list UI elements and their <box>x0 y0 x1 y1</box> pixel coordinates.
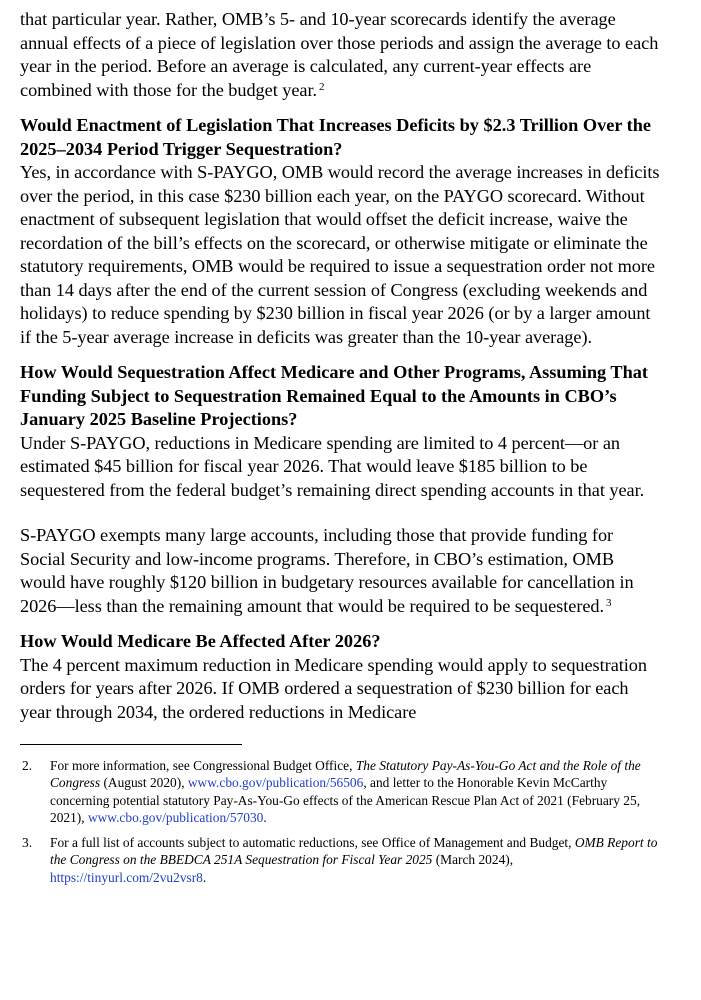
footnote-ref-3[interactable]: 3 <box>606 596 612 609</box>
document-page <box>20 8 660 894</box>
footnote-2 <box>20 757 660 826</box>
footnote-number: 2. <box>22 758 33 773</box>
footnote-3 <box>20 834 660 886</box>
link-publication-57030[interactable]: www.cbo.gov/publication/57030 <box>87 809 264 825</box>
heading-deficit-trigger: Would Enactment of Legislation That Increases Deficits by $2.3 Trillion Over the 2025–2034 Period Trigger Sequestration? <box>20 115 652 159</box>
link-tinyurl[interactable]: https://tinyurl.com/2vu2vsr8 <box>50 869 203 885</box>
heading-sequestration-effect: How Would Sequestration Affect Medicare and Other Programs, Assuming That Funding Subject to Sequestration Remained Equal to the Amounts in CBO’s January 2025 Baseline Projections? <box>20 362 649 429</box>
intro-text: that particular year. Rather, OMB’s 5- and 10-year scorecards identify the average annual effects of a piece of legislation over those periods and assign the average to each year in the period. Before an average is calculated, any current-year effects are combined with those for the budget year. <box>20 9 659 100</box>
paragraph-medicare-after-2026: The 4 percent maximum reduction in Medicare spending would apply to sequestration orders for years after 2026. If OMB ordered a sequestration of $230 billion for each year through 2034, the ordered reductions in Medicare <box>20 654 647 722</box>
link-publication-56506[interactable]: www.cbo.gov/publication/56506 <box>187 775 364 791</box>
footnote-text: For more information, see Congressional Budget Office, The Statutory Pay-As-You-Go Act and the Role of the Congress (August 2020), www.cbo.gov/publication/56506, and letter to the Honorable Kevin McCarthy concerning potential statutory Pay-As-You-Go effects of the American Rescue Plan Act of 2021 (February 25, 2021), www.cbo.gov/publication/57030. <box>50 758 641 825</box>
paragraph-deficit-trigger: Yes, in accordance with S-PAYGO, OMB would record the average increases in deficits over the period, in this case $230 billion each year, on the PAYGO scorecard. Without enactment of subsequent legislation that would offset the deficit increase, waive the recordation of the bill’s effects on the scorecard, or otherwise mitigate or eliminate the statutory requirements, OMB would be required to issue a sequestration order not more than 14 days after the end of the current session of Congress (excluding weekends and holidays) to reduce spending by $230 billion in fiscal year 2026 (or by a larger amount if the 5-year average increase in deficits was greater than the 10-year average). <box>20 162 660 347</box>
exemptions-text: S-PAYGO exempts many large accounts, including those that provide funding for Social Security and low-income programs. Therefore, in CBO’s estimation, OMB would have roughly $120 billion in budgetary resources available for cancellation in 2026—less than the remaining amount that would be required to be sequestered. <box>20 525 634 616</box>
intro-paragraph <box>20 8 660 102</box>
footnote-ref-2[interactable]: 2 <box>319 80 325 93</box>
footnote-number: 3. <box>22 835 33 851</box>
footnote-divider <box>20 744 242 745</box>
footnote-text: For a full list of accounts subject to automatic reductions, see Office of Management and Budget, OMB Report to the Congress on the BBEDCA 251A Sequestration for Fiscal Year 2025 (March 2024), https://tinyurl.com/2vu2vsr8. <box>50 835 658 885</box>
publication-title: The Statutory Pay-As-You-Go Act and the Role of the Congress <box>50 758 641 791</box>
paragraph-medicare-limit: Under S-PAYGO, reductions in Medicare spending are limited to 4 percent—or an estimated $45 billion for fiscal year 2026. That would leave $185 billion to be sequestered from the federal budget’s remaining direct spending accounts in that year. <box>20 432 645 500</box>
footnotes <box>20 757 660 886</box>
paragraph-exemptions <box>20 524 660 618</box>
heading-medicare-after-2026: How Would Medicare Be Affected After 2026? <box>20 631 381 651</box>
report-title: OMB Report to the Congress on the BBEDCA 251A Sequestration for Fiscal Year 2025 <box>50 835 658 868</box>
